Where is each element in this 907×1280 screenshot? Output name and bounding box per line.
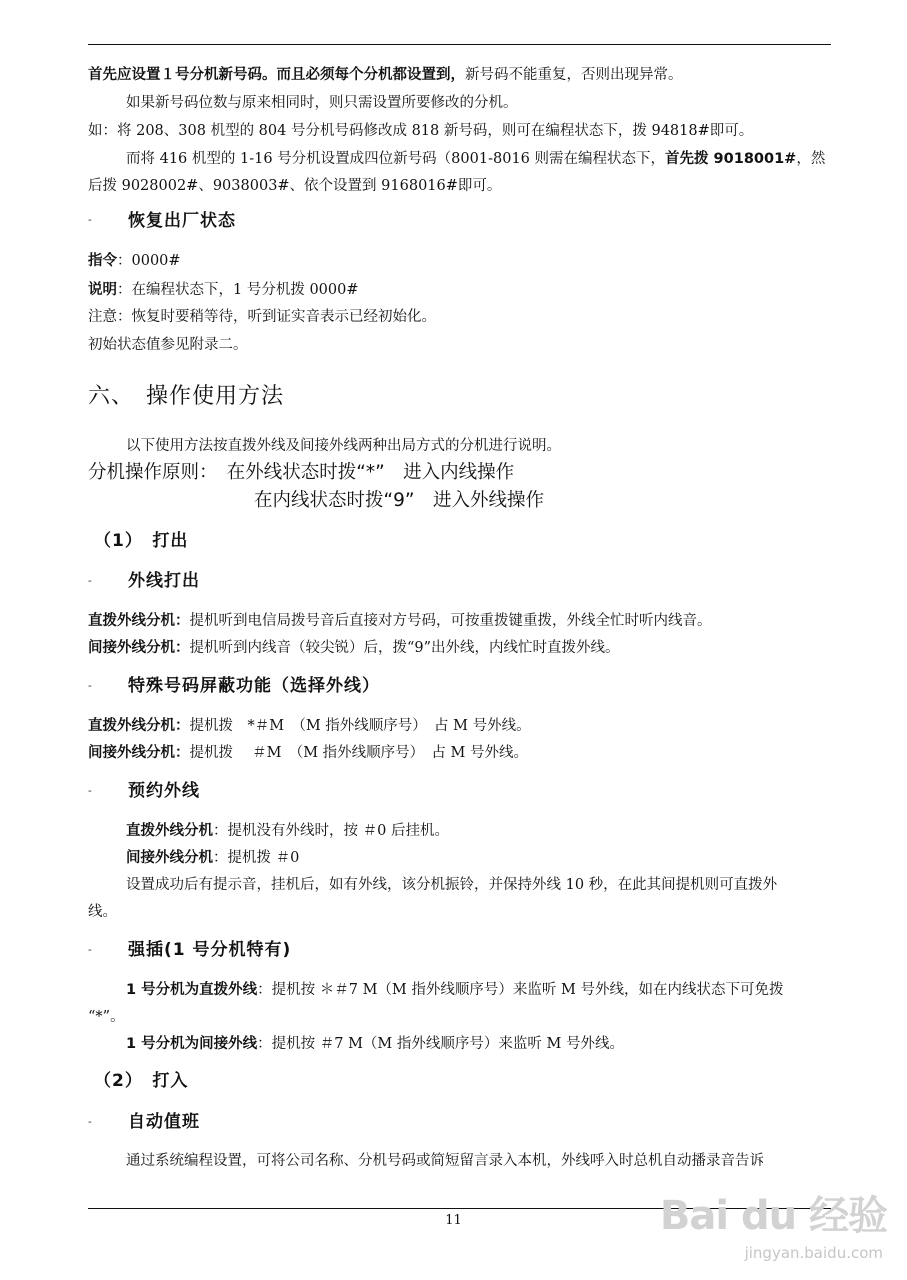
reserve-note: 设置成功后有提示音，挂机后，如有外线，该分机振铃，并保持外线 10 秒，在此其间提机则可直拨外 <box>126 877 778 893</box>
bullet-dash: - <box>88 943 92 956</box>
paragraph-example-416-cont: 后拨 9028002#、9038003#、依个设置到 9168016#即可。 <box>88 178 502 194</box>
section-six-heading: 六、 操作使用方法 <box>88 384 285 409</box>
value: ：在编程状态下，1 号分机拨 0000# <box>117 282 359 298</box>
value: ：提机没有外线时，按 ＃0 后挂机。 <box>213 823 449 839</box>
value: ：提机按 ＃7 M（M 指外线顺序号）来监听 M 号外线。 <box>257 1036 624 1052</box>
paragraph-example-416 <box>126 150 825 168</box>
reset-note: 注意：恢复时要稍等待，听到证实音表示已经初始化。 <box>88 309 436 325</box>
label: 1 号分机为间接外线 <box>126 1036 258 1052</box>
label: 间接外线分机： <box>88 640 190 656</box>
barge-direct <box>126 981 783 999</box>
reset-init-values: 初始状态值参见附录二。 <box>88 337 248 353</box>
label: 直拨外线分机： <box>88 718 190 734</box>
operation-principle-line1: 分机操作原则： 在外线状态时拨“*” 进入内线操作 <box>88 462 515 483</box>
baidu-watermark <box>657 1184 887 1262</box>
value: 提机听到内线音（较尖锐）后，拨“9”出外线，内线忙时直拨外线。 <box>189 640 620 656</box>
reserve-direct <box>126 822 449 840</box>
watermark-url: jingyan.baidu.com <box>744 1244 883 1262</box>
bullet-dash: - <box>88 574 92 587</box>
heading-factory-reset: 恢复出厂状态 <box>128 211 236 231</box>
operation-principle-line2: 在内线状态时拨“9” 进入外线操作 <box>254 490 544 511</box>
heading-call-out: （1） 打出 <box>94 531 189 551</box>
watermark-brand: Bai du 经验 <box>659 1193 887 1239</box>
reserve-note-cont: 线。 <box>88 904 117 920</box>
barge-indirect <box>126 1035 624 1053</box>
body-text: 新号码不能重复，否则出现异常。 <box>465 67 683 83</box>
bullet-dash: - <box>88 784 92 797</box>
label: 1 号分机为直拨外线 <box>126 982 258 998</box>
value: ：提机拨 ＃0 <box>213 850 300 866</box>
label: 直拨外线分机 <box>126 823 213 839</box>
value: 提机听到电信局拨号音后直接对方号码，可按重拨键重拨，外线全忙时听内线音。 <box>189 613 712 629</box>
label: 直拨外线分机： <box>88 613 190 629</box>
value: 提机拨 *＃M （M 指外线顺序号） 占 M 号外线。 <box>189 718 531 734</box>
body-text: ，然 <box>796 151 826 167</box>
reset-command <box>88 252 181 270</box>
reserve-indirect <box>126 849 299 867</box>
value: 提机拨 ＃M （M 指外线顺序号） 占 M 号外线。 <box>189 745 528 761</box>
heading-reserve-line: 预约外线 <box>128 781 200 801</box>
outside-direct <box>88 612 712 630</box>
bold-text: 首先拨 9018001# <box>665 151 797 167</box>
reset-description <box>88 281 359 299</box>
section-six-intro: 以下使用方法按直拨外线及间接外线两种出局方式的分机进行说明。 <box>126 438 561 454</box>
label: 说明 <box>88 282 117 298</box>
bullet-dash: - <box>88 213 92 226</box>
bullet-dash: - <box>88 679 92 692</box>
label: 指令 <box>88 253 117 269</box>
special-direct <box>88 717 531 735</box>
top-rule <box>88 44 831 45</box>
special-indirect <box>88 744 528 762</box>
bullet-dash: - <box>88 1115 92 1128</box>
heading-call-in: （2） 打入 <box>94 1071 189 1091</box>
label: 间接外线分机： <box>88 745 190 761</box>
paragraph-first-setup <box>88 66 683 84</box>
paragraph-example-208: 如：将 208、308 机型的 804 号分机号码修改成 818 新号码，则可在编程状态下，拨 94818#即可。 <box>88 123 754 139</box>
bold-text: 首先应设置１号分机新号码。而且必须每个分机都设置到， <box>88 67 465 83</box>
label: 间接外线分机 <box>126 850 213 866</box>
barge-direct-cont: “*”。 <box>88 1009 125 1025</box>
heading-auto-attendant: 自动值班 <box>128 1112 200 1132</box>
outside-indirect <box>88 639 620 657</box>
heading-special-number: 特殊号码屏蔽功能（选择外线） <box>128 676 380 696</box>
auto-attendant-text: 通过系统编程设置，可将公司名称、分机号码或简短留言录入本机，外线呼入时总机自动播录音告诉 <box>126 1153 764 1169</box>
heading-barge-in: 强插(1 号分机特有) <box>128 940 292 960</box>
value: ：提机按 ＊＃7 M（M 指外线顺序号）来监听 M 号外线，如在内线状态下可免拨 <box>257 982 784 998</box>
body-text: 而将 416 机型的 1-16 号分机设置成四位新号码（8001-8016 则需在编程状态下， <box>126 151 665 167</box>
heading-outside-call: 外线打出 <box>128 571 200 591</box>
page-number: 11 <box>445 1213 462 1228</box>
paragraph-same-digits: 如果新号码位数与原来相同时，则只需设置所要修改的分机。 <box>126 95 518 111</box>
value: ：0000# <box>117 253 181 269</box>
